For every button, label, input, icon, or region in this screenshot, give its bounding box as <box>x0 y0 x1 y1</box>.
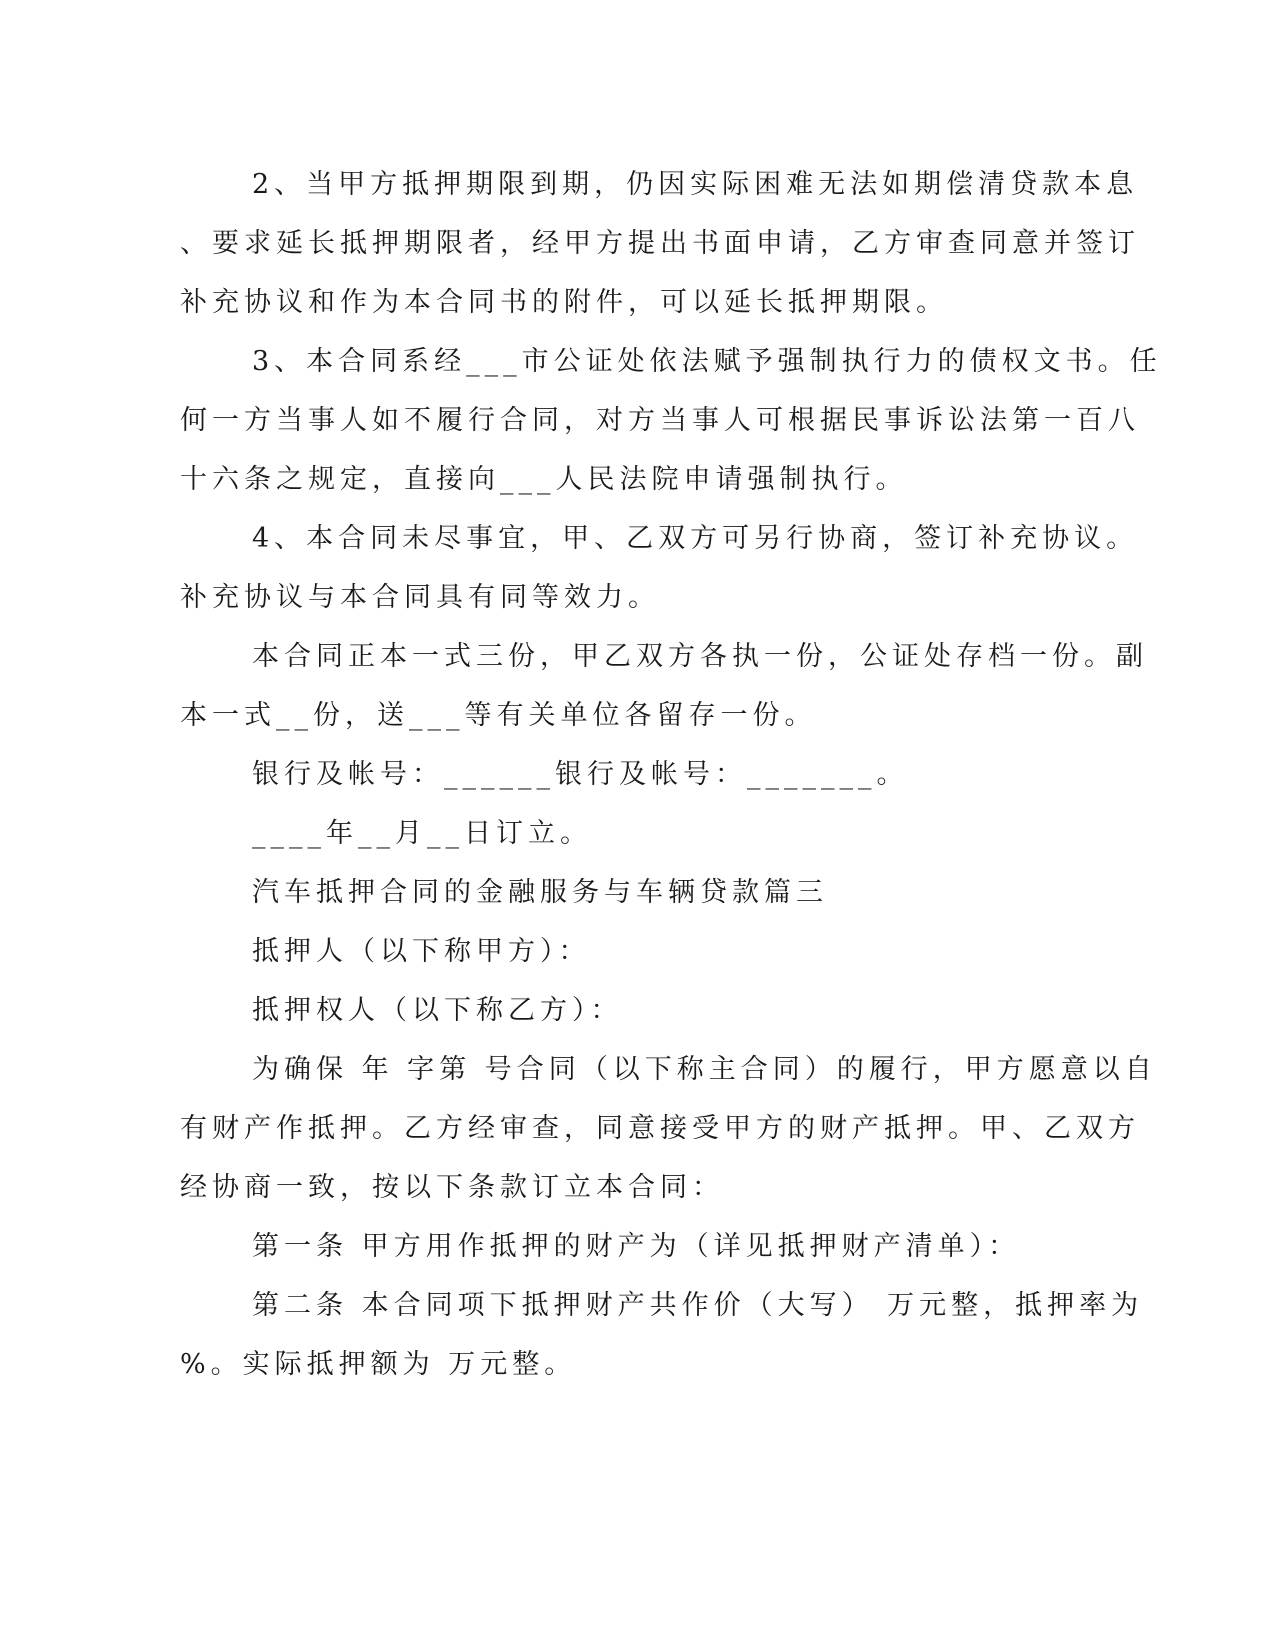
text-line: 第一条 甲方用作抵押的财产为（详见抵押财产清单）： <box>252 1231 1021 1262</box>
text-line: 3、本合同系经___市公证处依法赋予强制执行力的债权文书。任 <box>252 346 1162 377</box>
text-line: 银行及帐号：______银行及帐号：_______。 <box>252 759 909 790</box>
document-body <box>180 155 1162 1394</box>
text-line: 2、当甲方抵押期限到期，仍因实际困难无法如期偿清贷款本息 <box>252 169 1139 200</box>
text-line: 4、本合同未尽事宜，甲、乙双方可另行协商，签订补充协议。 <box>252 523 1139 554</box>
text-line: 补充协议和作为本合同书的附件，可以延长抵押期限。 <box>180 287 948 318</box>
text-line: 本合同正本一式三份，甲乙双方各执一份，公证处存档一份。副 <box>252 641 1148 672</box>
text-line: 十六条之规定，直接向___人民法院申请强制执行。 <box>180 464 908 495</box>
text-line: 为确保 年 字第 号合同（以下称主合同）的履行，甲方愿意以自 <box>252 1054 1157 1085</box>
text-line: 第二条 本合同项下抵押财产共作价（大写） 万元整，抵押率为 <box>252 1290 1144 1321</box>
text-line: %。实际抵押额为 万元整。 <box>180 1349 577 1380</box>
section-heading: 汽车抵押合同的金融服务与车辆贷款篇三 <box>252 877 828 908</box>
text-line: 、要求延长抵押期限者，经甲方提出书面申请，乙方审查同意并签订 <box>180 228 1140 259</box>
text-line: 何一方当事人如不履行合同，对方当事人可根据民事诉讼法第一百八 <box>180 405 1140 436</box>
text-line: 补充协议与本合同具有同等效力。 <box>180 582 660 613</box>
text-line: 经协商一致，按以下条款订立本合同： <box>180 1172 724 1203</box>
text-line: 抵押人（以下称甲方）： <box>252 936 591 967</box>
text-line: 有财产作抵押。乙方经审查，同意接受甲方的财产抵押。甲、乙双方 <box>180 1113 1140 1144</box>
text-line: 本一式__份，送___等有关单位各留存一份。 <box>180 700 817 731</box>
text-line: 抵押权人（以下称乙方）： <box>252 995 623 1026</box>
text-line: ____年__月__日订立。 <box>252 818 592 849</box>
